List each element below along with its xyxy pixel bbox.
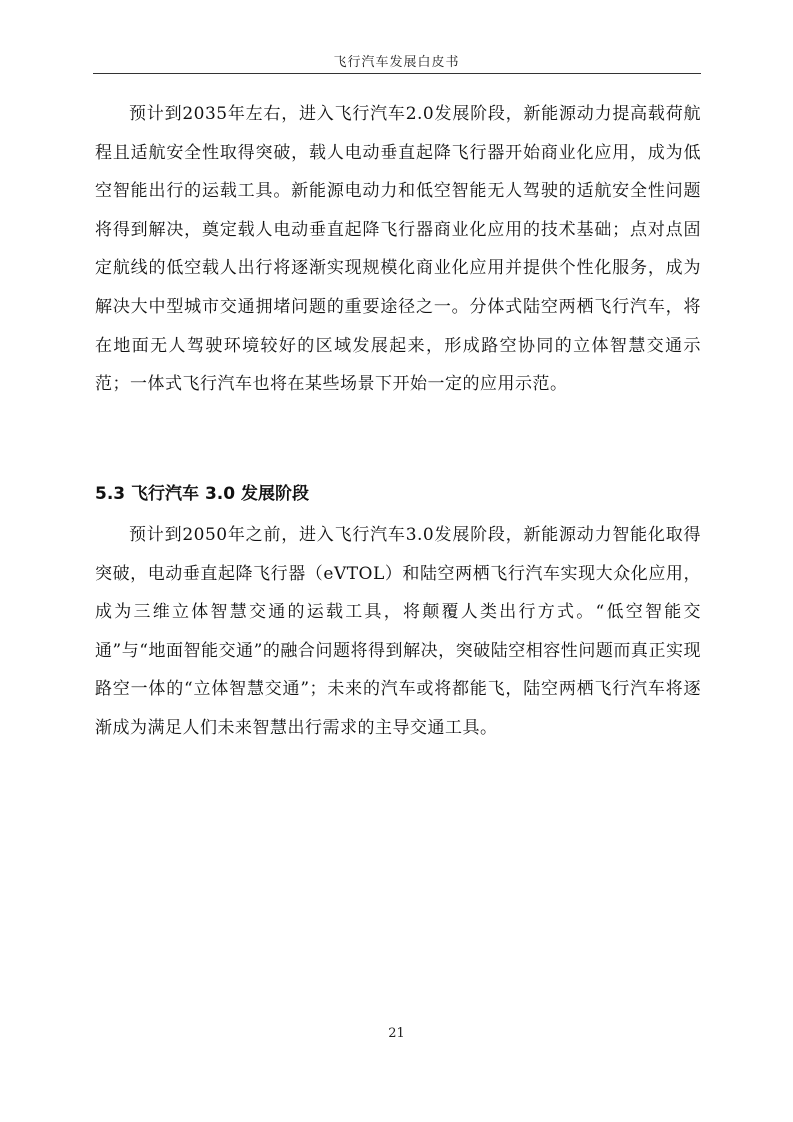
paragraph-block-1 bbox=[95, 95, 701, 404]
body-paragraph: 预计到2035年左右，进入飞行汽车2.0发展阶段，新能源动力提高载荷航程且适航安全性取得突破，载人电动垂直起降飞行器开始商业化应用，成为低空智能出行的运载工具。新能源电动力和低空智能无人驾驶的适航安全性问题将得到解决，奠定载人电动垂直起降飞行器商业化应用的技术基础；点对点固定航线的低空载人出行将逐渐实现规模化商业化应用并提供个性化服务，成为解决大中型城市交通拥堵问题的重要途径之一。分体式陆空两栖飞行汽车，将在地面无人驾驶环境较好的区域发展起来，形成路空协同的立体智慧交通示范；一体式飞行汽车也将在某些场景下开始一定的应用示范。 bbox=[95, 104, 701, 395]
section-heading: 5.3 飞行汽车 3.0 发展阶段 bbox=[95, 484, 309, 504]
body-paragraph: 预计到2050年之前，进入飞行汽车3.0发展阶段，新能源动力智能化取得突破，电动垂直起降飞行器（eVTOL）和陆空两栖飞行汽车实现大众化应用，成为三维立体智慧交通的运载工具，将颠覆人类出行方式。“低空智能交通”与“地面智能交通”的融合问题将得到解决，突破陆空相容性问题而真正实现路空一体的“立体智慧交通”；未来的汽车或将都能飞，陆空两栖飞行汽车将逐渐成为满足人们未来智慧出行需求的主导交通工具。 bbox=[95, 525, 701, 738]
page-number: 21 bbox=[388, 1026, 405, 1041]
running-header-title: 飞行汽车发展白皮书 bbox=[333, 55, 460, 70]
header-divider bbox=[93, 73, 701, 74]
paragraph-block-2 bbox=[95, 516, 701, 748]
